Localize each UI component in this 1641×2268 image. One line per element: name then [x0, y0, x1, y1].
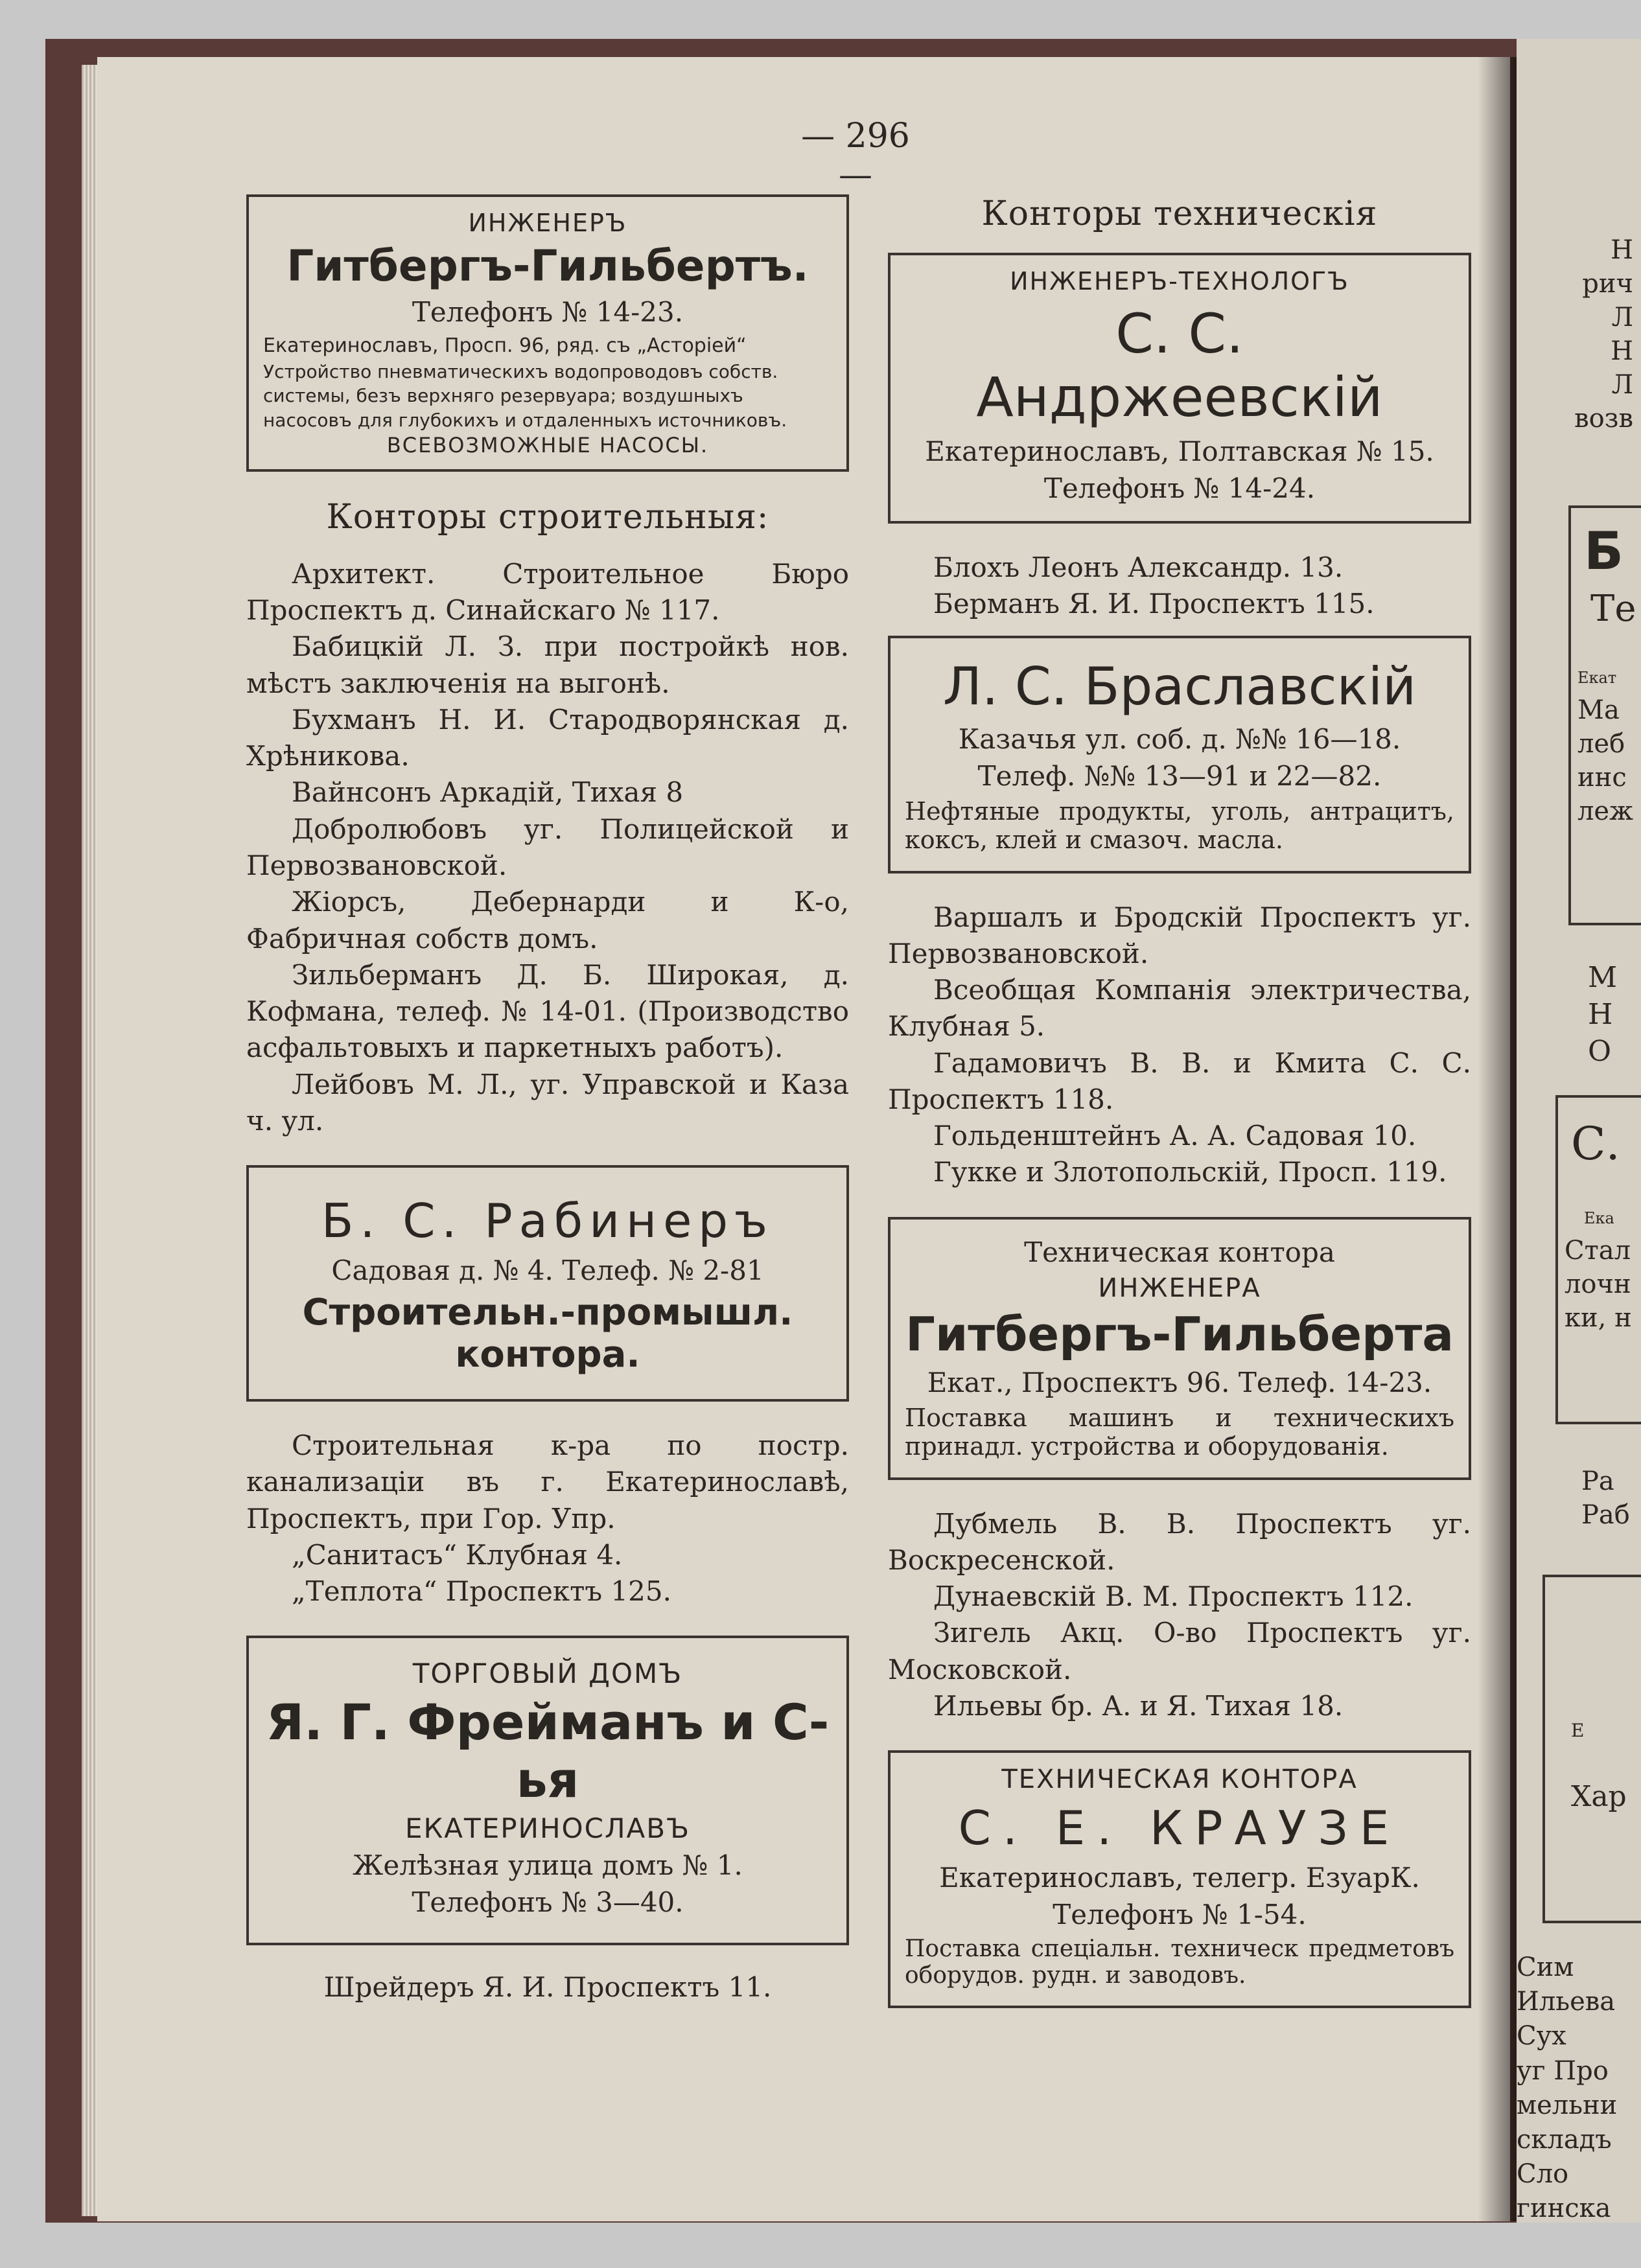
fragment-box-small: Ека: [1584, 1209, 1614, 1227]
ad-address: Екатеринославъ, Просп. 96, ряд. съ „Асторiей“: [263, 334, 747, 357]
ad-address: Екатеринославъ, телегр. ЕзуарК.: [939, 1862, 1420, 1894]
ad-name: Я. Г. Фрейманъ и С-ья: [266, 1693, 830, 1809]
list-item: Варшалъ и Бродскiй Проспектъ уг. Первозвановской.: [888, 901, 1471, 969]
ad-tagline: ВСЕВОЗМОЖНЫЕ НАСОСЫ.: [386, 432, 709, 457]
list-item: Берманъ Я. И. Проспектъ 115.: [933, 588, 1375, 620]
ad-phone: Телефонъ № 1-54.: [1053, 1899, 1307, 1931]
fragment-line: Н: [1611, 336, 1633, 366]
ad-title: ТЕХНИЧЕСКАЯ КОНТОРА: [1001, 1765, 1358, 1795]
next-page-box: [1568, 505, 1641, 925]
list-item: Строительная к-ра по постр. канализацiи въ г. Екатеринославѣ, Проспектъ, при Гор. Упр.: [246, 1429, 849, 1534]
entries-list-3: [888, 1506, 1471, 1725]
ad-freiman: [246, 1636, 849, 1945]
ad-name: Гитбергъ-Гильберта: [905, 1306, 1454, 1361]
list-item: Блохъ Леонъ Александр. 13.: [933, 551, 1344, 583]
fragment-line: гинска: [1517, 2193, 1611, 2223]
fragment-line: мельни: [1517, 2090, 1618, 2120]
section-heading: Конторы техническiя: [981, 194, 1378, 233]
gutter-shadow: [1478, 57, 1517, 2221]
list-item: Гукке и Злотопольскiй, Просп. 119.: [933, 1156, 1447, 1188]
list-item: Архитект. Строительное Бюро Проспектъ д. Синайскаго № 117.: [246, 557, 849, 627]
list-item: Ильевы бр. А. и Я. Тихая 18.: [933, 1689, 1344, 1722]
ad-address: Казачья ул. соб. д. №№ 16—18.: [958, 723, 1401, 755]
list-item: „Санитасъ“ Клубная 4.: [292, 1538, 623, 1571]
fragment-box-small: Екат: [1577, 669, 1617, 687]
fragment-box-small: Е: [1571, 1720, 1585, 1741]
next-page-box-2: [1555, 1095, 1641, 1424]
ad-gitberg-technical: [888, 1217, 1471, 1480]
ad-title: ИНЖЕНЕРЪ-ТЕХНОЛОГЪ: [1010, 267, 1349, 295]
fragment-line: Ра: [1581, 1466, 1614, 1496]
list-item: Бабицкiй Л. З. при постройкѣ нов. мѣстъ заключенiя на выгонѣ.: [246, 631, 849, 699]
fragment-line: О: [1588, 1035, 1612, 1069]
list-item: Добролюбовъ уг. Полицейской и Первозвановской.: [246, 813, 849, 882]
ad-description: Поставка спецiальн. техническ предметовъ оборудов. рудн. и заводовъ.: [905, 1936, 1454, 1989]
ad-phone: Телеф. №№ 13—91 и 22—82.: [977, 759, 1382, 792]
fragment-line: складъ: [1517, 2124, 1612, 2155]
footer-entry: Шрейдеръ Я. И. Проспектъ 11.: [323, 1971, 772, 2004]
ad-andrzheevsky: [888, 253, 1471, 524]
ad-address: Екатеринославъ, Полтавская № 15.: [925, 435, 1434, 467]
fragment-line: Сло: [1517, 2159, 1569, 2190]
ad-city: ЕКАТЕРИНОСЛАВЪ: [404, 1812, 691, 1845]
ad-description: Устройство пневматическихъ водопроводовъ собств. системы, безъ верхняго резервуара; воздушныхъ насосовъ для глубокихъ и отдаленныхъ источниковъ.: [263, 360, 787, 432]
fragment-line: Л: [1611, 370, 1633, 400]
fragment-line: инс: [1577, 763, 1627, 793]
ad-phone: Телефонъ № 3—40.: [412, 1886, 684, 1919]
list-item: Зигель Акц. О-во Проспектъ уг. Московской.: [888, 1617, 1471, 1685]
list-item: Бухманъ Н. И. Стародворянская д. Хрѣникова.: [246, 703, 849, 772]
ad-braslavsky: [888, 636, 1471, 874]
ad-address: Екат., Проспектъ 96. Телеф. 14-23.: [927, 1366, 1432, 1398]
ad-title: Техническая контора: [1024, 1236, 1335, 1268]
list-item: Вайнсонъ Аркадiй, Тихая 8: [292, 776, 684, 809]
ad-phone: Телефонъ № 14-23.: [412, 296, 684, 328]
list-item: „Теплота“ Проспектъ 125.: [292, 1575, 671, 1608]
ad-subtitle: ИНЖЕНЕРА: [1098, 1273, 1261, 1303]
fragment-line: возв: [1574, 404, 1633, 434]
ad-description: Строительн.-промышл. контора.: [302, 1291, 793, 1376]
fragment-line: Стал: [1565, 1236, 1631, 1266]
next-page: [1517, 39, 1641, 2223]
ad-description: Нефтяные продукты, уголь, антрацитъ, коксъ, клей и смазоч. масла.: [905, 796, 1454, 854]
section-heading: Конторы строительныя:: [326, 497, 769, 537]
fragment-line: леб: [1577, 729, 1625, 759]
fragment-line: Сух: [1517, 2021, 1566, 2052]
ad-name: Л. С. Браславскiй: [942, 656, 1417, 717]
fragment-box-line: Те: [1590, 588, 1636, 630]
left-column: [246, 194, 849, 2008]
ad-gitberg-pumps: [246, 194, 849, 472]
list-item: Лейбовъ М. Л., уг. Управской и Каза ч. ул.: [246, 1068, 849, 1137]
fragment-line: Сим: [1517, 1952, 1574, 1982]
entries-list: [246, 556, 849, 1139]
ad-name: С. С. Андржеевскiй: [976, 302, 1383, 429]
fragment-box-title: Б: [1584, 521, 1624, 581]
list-item: Зильберманъ Д. Б. Широкая, д. Кофмана, телеф. № 14-01. (Производство асфальтовыхъ и паркетныхъ работъ).: [246, 958, 849, 1064]
right-column: [888, 194, 1471, 2034]
fragment-line: Ма: [1577, 695, 1620, 725]
entries-list-2: [246, 1428, 849, 1610]
ad-description: Поставка машинъ и техническихъ принадл. устройства и оборудованiя.: [905, 1403, 1454, 1461]
next-page-top-fragment: [1523, 233, 1633, 435]
ad-address: Желѣзная улица домъ № 1.: [353, 1849, 743, 1882]
list-item: Гадамовичъ В. В. и Кмита С. С. Проспектъ 118.: [888, 1047, 1471, 1115]
fragment-line: рич: [1582, 269, 1633, 299]
entries-list: [888, 550, 1471, 623]
list-item: Жiорсъ, Дебернарди и К-о, Фабричная собств домъ.: [246, 886, 849, 955]
fragment-line: Л: [1611, 303, 1633, 332]
fragment-line: Ильева: [1517, 1987, 1616, 2017]
fragment-box-lines: [1558, 1227, 1641, 1335]
fragment-box-lines: [1571, 687, 1641, 828]
fragment-box-line: Хар: [1571, 1780, 1627, 1813]
entries-list-2: [888, 899, 1471, 1191]
fragment-line: Н: [1611, 235, 1633, 265]
fragment-line: М: [1588, 961, 1618, 994]
fragment-box-title: С.: [1571, 1117, 1620, 1170]
fragment-line: Раб: [1581, 1500, 1630, 1530]
fragment-line: ки, н: [1565, 1303, 1632, 1333]
ad-krauze: [888, 1750, 1471, 2008]
ad-rabiner: [246, 1165, 849, 1402]
ad-name: Гитбергъ-Гильбертъ.: [286, 241, 809, 291]
list-item: Дубмель В. В. Проспектъ уг. Воскресенской.: [888, 1507, 1471, 1576]
ad-title: ИНЖЕНЕРЪ: [468, 209, 627, 237]
list-item: Дунаевскiй В. М. Проспектъ 112.: [933, 1580, 1414, 1613]
fragment-line: леж: [1577, 796, 1633, 826]
fragment-line: лочн: [1565, 1269, 1631, 1299]
ad-title: ТОРГОВЫЙ ДОМЪ: [412, 1658, 683, 1690]
list-item: Гольденштейнъ А. А. Садовая 10.: [933, 1120, 1417, 1152]
next-page-fragment-6: [1517, 1950, 1641, 2223]
ad-name: С. Е. КРАУЗЕ: [958, 1801, 1401, 1856]
page-number: — 296 —: [801, 117, 910, 194]
fragment-line: уг Про: [1517, 2055, 1609, 2086]
ad-name: Б. С. Рабинеръ: [321, 1194, 774, 1249]
ad-address: Садовая д. № 4. Телеф. № 2-81: [331, 1255, 764, 1287]
ad-phone: Телефонъ № 14-24.: [1043, 472, 1316, 504]
next-page-box-3: [1542, 1575, 1641, 1923]
next-page-fragment-4: [1581, 1464, 1630, 1532]
list-item: Всеобщая Компанiя электричества, Клубная 5.: [888, 974, 1471, 1043]
fragment-line: Н: [1588, 998, 1613, 1032]
next-page-mid-fragment: [1588, 959, 1617, 1070]
